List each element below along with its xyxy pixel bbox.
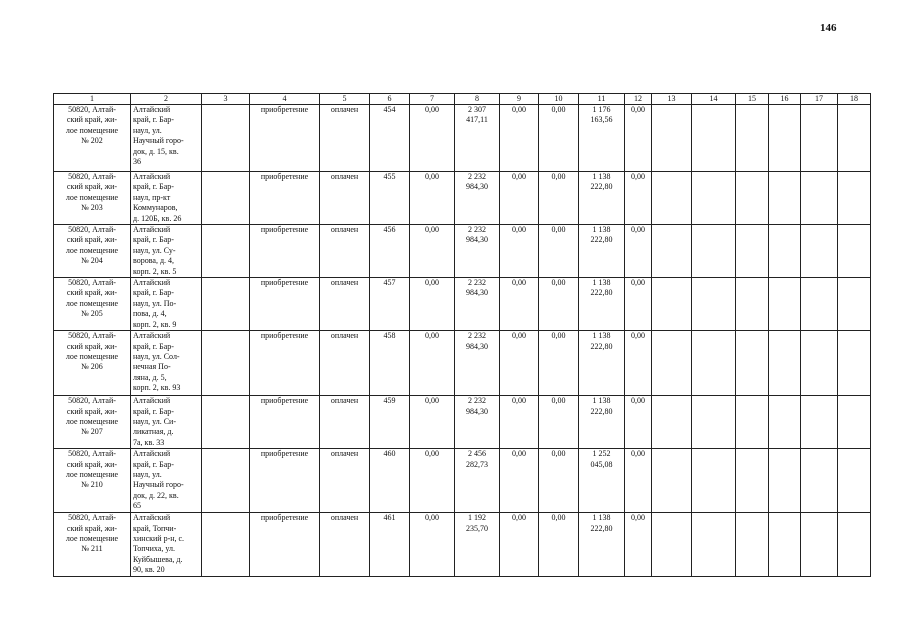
table-cell: 0,00 <box>500 278 539 331</box>
table-cell: 50820, Алтай- ский край, жи- лое помещение № 203 <box>54 172 131 225</box>
table-cell <box>736 331 769 396</box>
table-cell: 1 138 222,80 <box>579 513 625 576</box>
table-row <box>54 396 871 449</box>
table-cell <box>692 225 736 278</box>
table-cell <box>692 105 736 172</box>
table-cell: Алтайский край, г. Бар- наул, ул. Научный горо- док, д. 22, кв. 65 <box>131 449 202 513</box>
table-cell <box>652 172 692 225</box>
table-cell <box>769 105 801 172</box>
register-table <box>53 93 871 577</box>
table-cell: приобретение <box>250 513 320 576</box>
table-cell: 0,00 <box>625 225 652 278</box>
table-cell: 0,00 <box>625 331 652 396</box>
table-cell <box>801 331 838 396</box>
table-cell: Алтайский край, г. Бар- наул, пр-кт Коммунаров, д. 120Б, кв. 26 <box>131 172 202 225</box>
table-cell: 0,00 <box>625 105 652 172</box>
table-cell <box>769 396 801 449</box>
table-cell <box>736 172 769 225</box>
table-cell: 0,00 <box>500 331 539 396</box>
table-cell <box>838 396 871 449</box>
table-cell: оплачен <box>320 396 370 449</box>
table-cell: оплачен <box>320 331 370 396</box>
table-cell <box>692 331 736 396</box>
table-cell: 454 <box>370 105 410 172</box>
table-cell <box>692 396 736 449</box>
table-cell: оплачен <box>320 513 370 576</box>
table-cell: 2 232 984,30 <box>455 396 500 449</box>
table-cell <box>838 513 871 576</box>
table-cell: 0,00 <box>539 225 579 278</box>
table-cell <box>652 331 692 396</box>
table-cell: 460 <box>370 449 410 513</box>
table-cell: 1 138 222,80 <box>579 225 625 278</box>
table-cell <box>838 278 871 331</box>
column-header-5: 5 <box>320 94 370 105</box>
table-cell <box>652 105 692 172</box>
table-cell: 0,00 <box>410 331 455 396</box>
table-cell <box>769 225 801 278</box>
table-cell: 0,00 <box>625 449 652 513</box>
table-cell: 50820, Алтай- ский край, жи- лое помещение № 205 <box>54 278 131 331</box>
table-cell: приобретение <box>250 278 320 331</box>
table-cell: 0,00 <box>410 172 455 225</box>
table-cell: Алтайский край, г. Бар- наул, ул. Научный горо- док, д. 15, кв. 36 <box>131 105 202 172</box>
table-cell <box>736 225 769 278</box>
table-cell: 0,00 <box>625 278 652 331</box>
table-cell <box>652 278 692 331</box>
table-cell <box>736 396 769 449</box>
column-header-10: 10 <box>539 94 579 105</box>
column-header-12: 12 <box>625 94 652 105</box>
table-row <box>54 449 871 513</box>
table-cell <box>801 449 838 513</box>
table-cell <box>838 225 871 278</box>
table-cell <box>692 278 736 331</box>
table-cell <box>801 278 838 331</box>
column-header-9: 9 <box>500 94 539 105</box>
table-row <box>54 331 871 396</box>
column-header-3: 3 <box>202 94 250 105</box>
table-cell <box>652 513 692 576</box>
table-cell <box>769 278 801 331</box>
table-cell: Алтайский край, г. Бар- наул, ул. Си- ликатная, д. 7а, кв. 33 <box>131 396 202 449</box>
column-header-18: 18 <box>838 94 871 105</box>
table-cell: 0,00 <box>625 513 652 576</box>
table-cell <box>801 172 838 225</box>
table-cell <box>838 449 871 513</box>
table-cell <box>838 172 871 225</box>
table-cell <box>801 513 838 576</box>
column-header-15: 15 <box>736 94 769 105</box>
table-cell: 0,00 <box>539 105 579 172</box>
table-cell: Алтайский край, Топчи- хинский р-н, с. Топчиха, ул. Куйбышева, д. 90, кв. 20 <box>131 513 202 576</box>
table-cell: 458 <box>370 331 410 396</box>
table-cell: 457 <box>370 278 410 331</box>
table-cell: Алтайский край, г. Бар- наул, ул. Сол- нечная По- ляна, д. 5, корп. 2, кв. 93 <box>131 331 202 396</box>
table-cell: 0,00 <box>410 449 455 513</box>
table-cell <box>838 331 871 396</box>
table-cell: 0,00 <box>539 449 579 513</box>
table-cell: оплачен <box>320 105 370 172</box>
table-cell <box>202 396 250 449</box>
column-header-2: 2 <box>131 94 202 105</box>
table-cell <box>838 105 871 172</box>
table-row <box>54 105 871 172</box>
table-cell: 0,00 <box>539 172 579 225</box>
table-cell: 0,00 <box>500 105 539 172</box>
table-cell <box>202 331 250 396</box>
table-cell: 1 176 163,56 <box>579 105 625 172</box>
header-row <box>54 94 871 105</box>
table-cell <box>801 396 838 449</box>
table-cell: 0,00 <box>625 396 652 449</box>
table-cell: 0,00 <box>539 331 579 396</box>
table-cell: 2 456 282,73 <box>455 449 500 513</box>
table-cell <box>736 278 769 331</box>
column-header-13: 13 <box>652 94 692 105</box>
table-cell <box>769 449 801 513</box>
table-cell: 50820, Алтай- ский край, жи- лое помещение № 206 <box>54 331 131 396</box>
page-number: 146 <box>820 22 837 34</box>
column-header-11: 11 <box>579 94 625 105</box>
table-cell: 50820, Алтай- ский край, жи- лое помещение № 204 <box>54 225 131 278</box>
table-cell: приобретение <box>250 105 320 172</box>
table-cell <box>202 105 250 172</box>
table-cell: 50820, Алтай- ский край, жи- лое помещение № 210 <box>54 449 131 513</box>
table-row <box>54 172 871 225</box>
table-cell <box>736 513 769 576</box>
column-header-1: 1 <box>54 94 131 105</box>
table-cell: 0,00 <box>500 449 539 513</box>
table-cell <box>769 513 801 576</box>
table-cell: 0,00 <box>410 396 455 449</box>
table-cell: 0,00 <box>539 278 579 331</box>
table-cell: 0,00 <box>539 513 579 576</box>
table-cell: приобретение <box>250 331 320 396</box>
table-cell: 2 232 984,30 <box>455 278 500 331</box>
column-header-16: 16 <box>769 94 801 105</box>
table-cell: 0,00 <box>625 172 652 225</box>
table-cell <box>692 513 736 576</box>
table-cell <box>736 105 769 172</box>
table-cell: 0,00 <box>500 172 539 225</box>
table-cell: 0,00 <box>410 278 455 331</box>
column-header-14: 14 <box>692 94 736 105</box>
table-cell: 2 307 417,11 <box>455 105 500 172</box>
table-cell: 0,00 <box>500 513 539 576</box>
column-header-17: 17 <box>801 94 838 105</box>
table-cell: 1 192 235,70 <box>455 513 500 576</box>
table-cell: 1 138 222,80 <box>579 331 625 396</box>
table-cell: приобретение <box>250 172 320 225</box>
table-cell: Алтайский край, г. Бар- наул, ул. Су- ворова, д. 4, корп. 2, кв. 5 <box>131 225 202 278</box>
column-header-6: 6 <box>370 94 410 105</box>
table-cell <box>202 225 250 278</box>
table-cell <box>769 331 801 396</box>
table-cell: оплачен <box>320 172 370 225</box>
table-cell: 50820, Алтай- ский край, жи- лое помещение № 211 <box>54 513 131 576</box>
table-cell: 1 138 222,80 <box>579 396 625 449</box>
table-cell <box>652 396 692 449</box>
table-cell <box>202 513 250 576</box>
table-cell: 2 232 984,30 <box>455 331 500 396</box>
table-cell: 0,00 <box>500 225 539 278</box>
table-cell: приобретение <box>250 396 320 449</box>
table-cell: 0,00 <box>410 513 455 576</box>
table-row <box>54 278 871 331</box>
column-header-7: 7 <box>410 94 455 105</box>
table-row <box>54 513 871 576</box>
table-cell: 1 138 222,80 <box>579 172 625 225</box>
table-cell: 0,00 <box>410 225 455 278</box>
table-cell <box>801 225 838 278</box>
table-cell <box>202 449 250 513</box>
table-cell <box>652 225 692 278</box>
table-body <box>54 105 871 577</box>
table-cell <box>692 172 736 225</box>
table-cell: 50820, Алтай- ский край, жи- лое помещение № 202 <box>54 105 131 172</box>
table-cell <box>652 449 692 513</box>
table-cell: 2 232 984,30 <box>455 225 500 278</box>
table-cell: приобретение <box>250 449 320 513</box>
table-cell: 0,00 <box>539 396 579 449</box>
table-row <box>54 225 871 278</box>
table-cell: 461 <box>370 513 410 576</box>
column-header-4: 4 <box>250 94 320 105</box>
column-header-8: 8 <box>455 94 500 105</box>
table-cell <box>692 449 736 513</box>
table-cell: приобретение <box>250 225 320 278</box>
table-cell: 455 <box>370 172 410 225</box>
table-cell: 2 232 984,30 <box>455 172 500 225</box>
table-cell: 459 <box>370 396 410 449</box>
table-cell: оплачен <box>320 225 370 278</box>
table-cell <box>769 172 801 225</box>
table-cell: 456 <box>370 225 410 278</box>
table-cell <box>736 449 769 513</box>
table-cell <box>801 105 838 172</box>
table-cell <box>202 278 250 331</box>
table-cell: Алтайский край, г. Бар- наул, ул. По- пова, д. 4, корп. 2, кв. 9 <box>131 278 202 331</box>
table-cell: 50820, Алтай- ский край, жи- лое помещение № 207 <box>54 396 131 449</box>
table-cell: 0,00 <box>500 396 539 449</box>
table-cell: 0,00 <box>410 105 455 172</box>
table-cell: оплачен <box>320 449 370 513</box>
table-cell: 1 252 045,08 <box>579 449 625 513</box>
table-cell: 1 138 222,80 <box>579 278 625 331</box>
table-cell <box>202 172 250 225</box>
table-cell: оплачен <box>320 278 370 331</box>
